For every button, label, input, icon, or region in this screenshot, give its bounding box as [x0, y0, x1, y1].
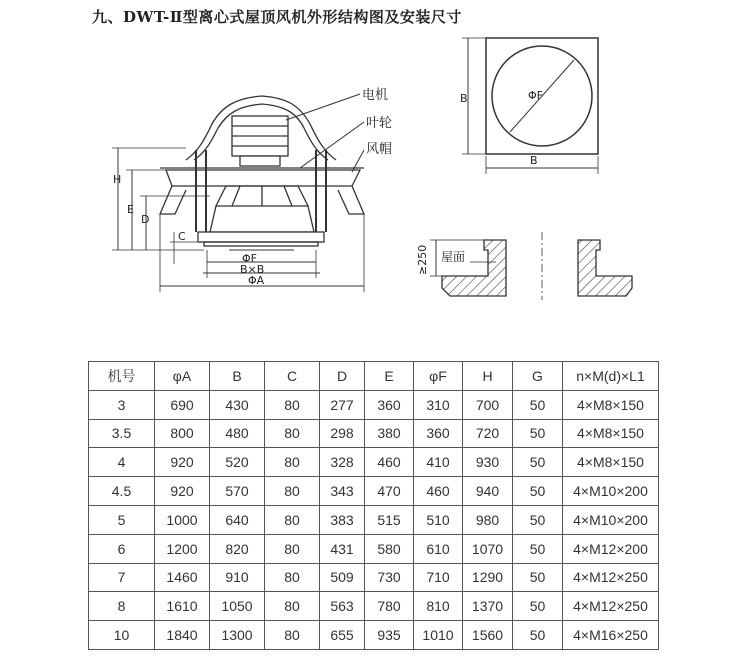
- label-roof: 屋面: [441, 250, 466, 264]
- table-cell: 360: [414, 419, 463, 448]
- column-header: H: [463, 362, 513, 391]
- column-header: φA: [155, 362, 210, 391]
- table-cell: 6: [89, 534, 155, 563]
- table-cell: 640: [210, 505, 265, 534]
- table-cell: 1050: [210, 592, 265, 621]
- table-cell: 1300: [210, 621, 265, 650]
- label-plan-b-side: B: [460, 92, 468, 105]
- table-cell: 940: [463, 477, 513, 506]
- label-hood: 风帽: [366, 142, 393, 157]
- dimension-table: [88, 361, 659, 650]
- table-cell: 7: [89, 563, 155, 592]
- table-cell: 1560: [463, 621, 513, 650]
- table-cell: 935: [365, 621, 414, 650]
- table-cell: 920: [155, 448, 210, 477]
- table-row: [89, 592, 659, 621]
- table-cell: 4×M10×200: [563, 505, 659, 534]
- column-header: G: [513, 362, 563, 391]
- table-cell: 50: [513, 505, 563, 534]
- table-cell: 720: [463, 419, 513, 448]
- table-cell: 480: [210, 419, 265, 448]
- label-dim-bxb: B×B: [240, 263, 265, 276]
- table-row: [89, 448, 659, 477]
- label-impeller: 叶轮: [366, 116, 393, 131]
- table-cell: 80: [265, 563, 320, 592]
- table-cell: 1290: [463, 563, 513, 592]
- table-cell: 1200: [155, 534, 210, 563]
- fan-elevation-drawing: [112, 94, 364, 292]
- label-dim-phif: ΦF: [242, 252, 257, 265]
- table-cell: 920: [155, 477, 210, 506]
- table-cell: 430: [210, 390, 265, 419]
- table-cell: 563: [320, 592, 365, 621]
- label-plan-phif: ΦF: [528, 89, 543, 102]
- table-row: [89, 621, 659, 650]
- table-cell: 655: [320, 621, 365, 650]
- table-cell: 4×M16×250: [563, 621, 659, 650]
- table-cell: 610: [414, 534, 463, 563]
- table-cell: 509: [320, 563, 365, 592]
- table-cell: 3.5: [89, 419, 155, 448]
- table-cell: 4×M10×200: [563, 477, 659, 506]
- column-header: D: [320, 362, 365, 391]
- table-cell: 380: [365, 419, 414, 448]
- table-cell: 4: [89, 448, 155, 477]
- column-header: 机号: [89, 362, 155, 391]
- table-cell: 80: [265, 621, 320, 650]
- label-dim-d: D: [141, 213, 150, 226]
- table-cell: 520: [210, 448, 265, 477]
- table-cell: 510: [414, 505, 463, 534]
- table-cell: 50: [513, 563, 563, 592]
- table-row: [89, 534, 659, 563]
- table-cell: 50: [513, 592, 563, 621]
- label-dim-e: E: [127, 203, 134, 216]
- table-cell: 1010: [414, 621, 463, 650]
- table-cell: 910: [210, 563, 265, 592]
- table-cell: 310: [414, 390, 463, 419]
- table-cell: 80: [265, 534, 320, 563]
- table-cell: 730: [365, 563, 414, 592]
- label-dim-h: H: [113, 173, 122, 186]
- table-cell: 4×M8×150: [563, 448, 659, 477]
- table-cell: 4×M8×150: [563, 390, 659, 419]
- table-cell: 80: [265, 505, 320, 534]
- table-cell: 80: [265, 390, 320, 419]
- table-cell: 580: [365, 534, 414, 563]
- table-cell: 50: [513, 477, 563, 506]
- table-cell: 570: [210, 477, 265, 506]
- column-header: E: [365, 362, 414, 391]
- table-cell: 277: [320, 390, 365, 419]
- table-cell: 80: [265, 592, 320, 621]
- page-title: 九、DWT-Ⅱ型离心式屋顶风机外形结构图及安装尺寸: [92, 8, 462, 26]
- column-header: n×M(d)×L1: [563, 362, 659, 391]
- table-cell: 4×M12×200: [563, 534, 659, 563]
- table-cell: 1070: [463, 534, 513, 563]
- table-cell: 5: [89, 505, 155, 534]
- table-cell: 80: [265, 419, 320, 448]
- table-row: [89, 505, 659, 534]
- table-cell: 810: [414, 592, 463, 621]
- label-plan-b-bottom: B: [530, 154, 538, 167]
- column-header: φF: [414, 362, 463, 391]
- table-cell: 820: [210, 534, 265, 563]
- table-cell: 1000: [155, 505, 210, 534]
- label-curb-height: ≥250: [416, 244, 429, 275]
- table-cell: 4×M12×250: [563, 592, 659, 621]
- table-cell: 50: [513, 534, 563, 563]
- label-dim-c: C: [178, 230, 186, 243]
- roof-curb-section-drawing: [430, 232, 632, 300]
- table-row: [89, 390, 659, 419]
- table-cell: 360: [365, 390, 414, 419]
- table-cell: 50: [513, 448, 563, 477]
- column-header: B: [210, 362, 265, 391]
- label-motor: 电机: [362, 88, 389, 103]
- table-cell: 328: [320, 448, 365, 477]
- table-cell: 1370: [463, 592, 513, 621]
- table-cell: 4.5: [89, 477, 155, 506]
- table-cell: 1610: [155, 592, 210, 621]
- table-row: [89, 477, 659, 506]
- table-cell: 8: [89, 592, 155, 621]
- table-body: [89, 390, 659, 649]
- table-cell: 930: [463, 448, 513, 477]
- table-cell: 431: [320, 534, 365, 563]
- table-cell: 3: [89, 390, 155, 419]
- table-cell: 690: [155, 390, 210, 419]
- table-cell: 410: [414, 448, 463, 477]
- table-cell: 80: [265, 448, 320, 477]
- table-cell: 50: [513, 621, 563, 650]
- table-cell: 470: [365, 477, 414, 506]
- table-row: [89, 419, 659, 448]
- table-row: [89, 563, 659, 592]
- table-cell: 700: [463, 390, 513, 419]
- table-cell: 50: [513, 390, 563, 419]
- table-cell: 460: [365, 448, 414, 477]
- table-cell: 460: [414, 477, 463, 506]
- table-header: [89, 362, 659, 391]
- table-cell: 80: [265, 477, 320, 506]
- table-cell: 1840: [155, 621, 210, 650]
- table-cell: 710: [414, 563, 463, 592]
- table-cell: 50: [513, 419, 563, 448]
- table-cell: 4×M12×250: [563, 563, 659, 592]
- column-header: C: [265, 362, 320, 391]
- table-cell: 980: [463, 505, 513, 534]
- label-dim-phia: ΦA: [248, 274, 265, 287]
- table-cell: 343: [320, 477, 365, 506]
- table-cell: 1460: [155, 563, 210, 592]
- table-cell: 800: [155, 419, 210, 448]
- table-cell: 780: [365, 592, 414, 621]
- table-cell: 515: [365, 505, 414, 534]
- table-cell: 383: [320, 505, 365, 534]
- table-cell: 298: [320, 419, 365, 448]
- table-cell: 10: [89, 621, 155, 650]
- table-cell: 4×M8×150: [563, 419, 659, 448]
